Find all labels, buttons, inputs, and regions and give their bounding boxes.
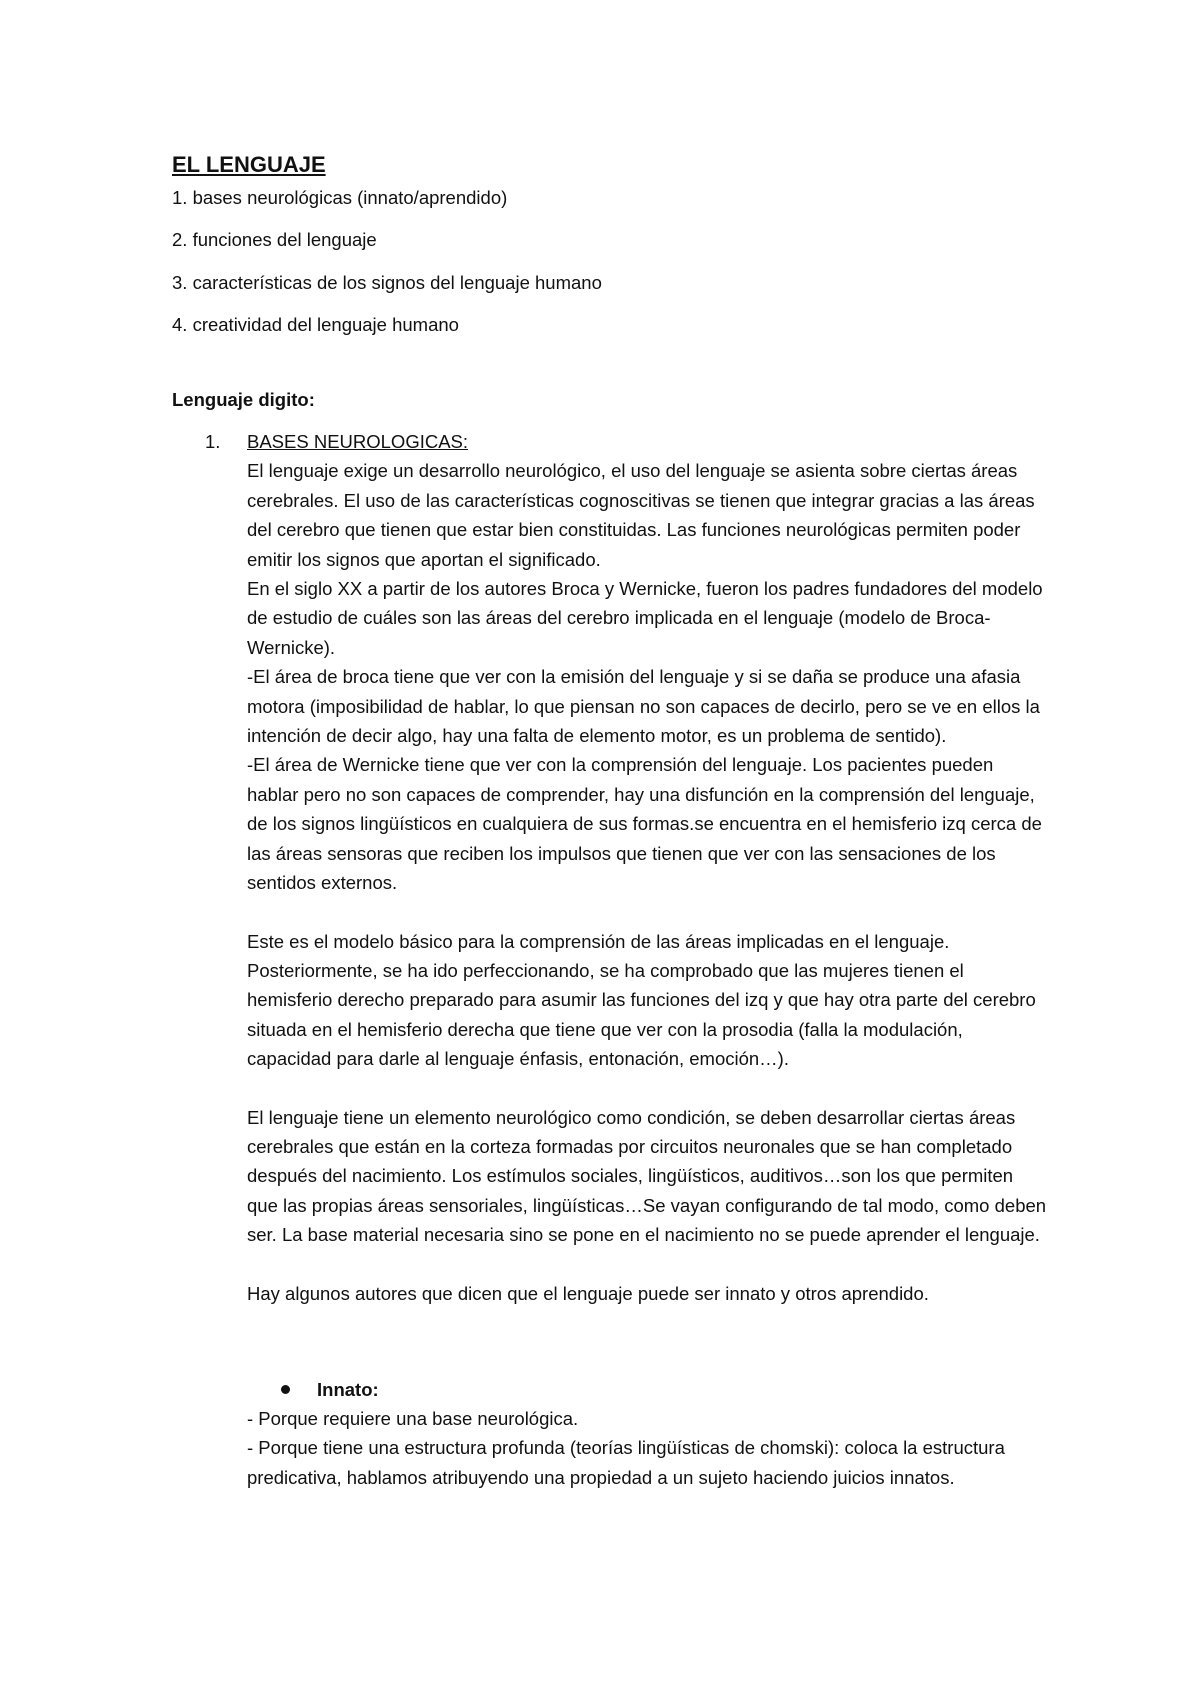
document-title: EL LENGUAJE [172, 152, 326, 177]
bullet-body [247, 1404, 1047, 1492]
paragraph: Hay algunos autores que dicen que el lenguaje puede ser innato y otros aprendido. [247, 1282, 929, 1304]
toc-item: 3. características de los signos del lenguaje humano [172, 272, 602, 293]
section-number: 1. [205, 431, 221, 452]
section-heading: BASES NEUROLOGICAS: [247, 431, 469, 452]
paragraph: Este es el modelo básico para la comprensión de las áreas implicadas en el lenguaje. Posteriormente, se ha ido perfeccionando, se ha comprobado que las mujeres tienen el hemisferio derecho preparado para asumir las funciones del izq y que hay otra parte del cerebro situada en el hemisferio derecha que tiene que ver con la prosodia (falla la modulación, capacidad para darle al lenguaje énfasis, entonación, emoción…). [247, 930, 1036, 1070]
dash-item: - Porque tiene una estructura profunda (teorías lingüísticas de chomski): coloca la estructura predicativa, hablamos atribuyendo una propiedad a un sujeto haciendo juicios innatos. [247, 1437, 1005, 1488]
paragraph: El lenguaje exige un desarrollo neurológico, el uso del lenguaje se asienta sobre ciertas áreas cerebrales. El uso de las características cognoscitivas se tienen que integrar gracias a las áreas del cerebro que tienen que estar bien constituidas. Las funciones neurológicas permiten poder emitir los signos que aportan el significado. [247, 460, 1035, 570]
paragraph: -El área de Wernicke tiene que ver con la comprensión del lenguaje. Los pacientes pueden hablar pero no son capaces de comprender, hay una disfunción en la comprensión del lenguaje, de los signos lingüísticos en cualquiera de sus formas.se encuentra en el hemisferio izq cerca de las áreas sensoras que reciben los impulsos que tienen que ver con las sensaciones de los sentidos externos. [247, 754, 1042, 894]
bullet-label: Innato: [317, 1379, 379, 1400]
dash-item: - Porque requiere una base neurológica. [247, 1408, 579, 1429]
toc-item: 2. funciones del lenguaje [172, 229, 377, 250]
section-body [247, 427, 1047, 1308]
bullet-icon [281, 1385, 290, 1394]
paragraph: El lenguaje tiene un elemento neurológico como condición, se deben desarrollar ciertas áreas cerebrales que están en la corteza formadas por circuitos neuronales que se han completado después del nacimiento. Los estímulos sociales, lingüísticos, auditivos…son los que permiten que las propias áreas sensoriales, lingüísticas…Se vayan configurando de tal modo, como deben ser. La base material necesaria sino se pone en el nacimiento no se puede aprender el lenguaje. [247, 1106, 1047, 1246]
subheading: Lenguaje digito: [172, 389, 315, 410]
paragraph: En el siglo XX a partir de los autores Broca y Wernicke, fueron los padres fundadores del modelo de estudio de cuáles son las áreas del cerebro implicada en el lenguaje (modelo de Broca- Wernicke). [247, 578, 1043, 658]
toc-item: 1. bases neurológicas (innato/aprendido) [172, 187, 508, 208]
paragraph: -El área de broca tiene que ver con la emisión del lenguaje y si se daña se produce una afasia motora (imposibilidad de hablar, lo que piensan no son capaces de decirlo, pero se ve en ellos la intención de decir algo, hay una falta de elemento motor, es un problema de sentido). [247, 666, 1040, 747]
toc-item: 4. creatividad del lenguaje humano [172, 314, 459, 335]
